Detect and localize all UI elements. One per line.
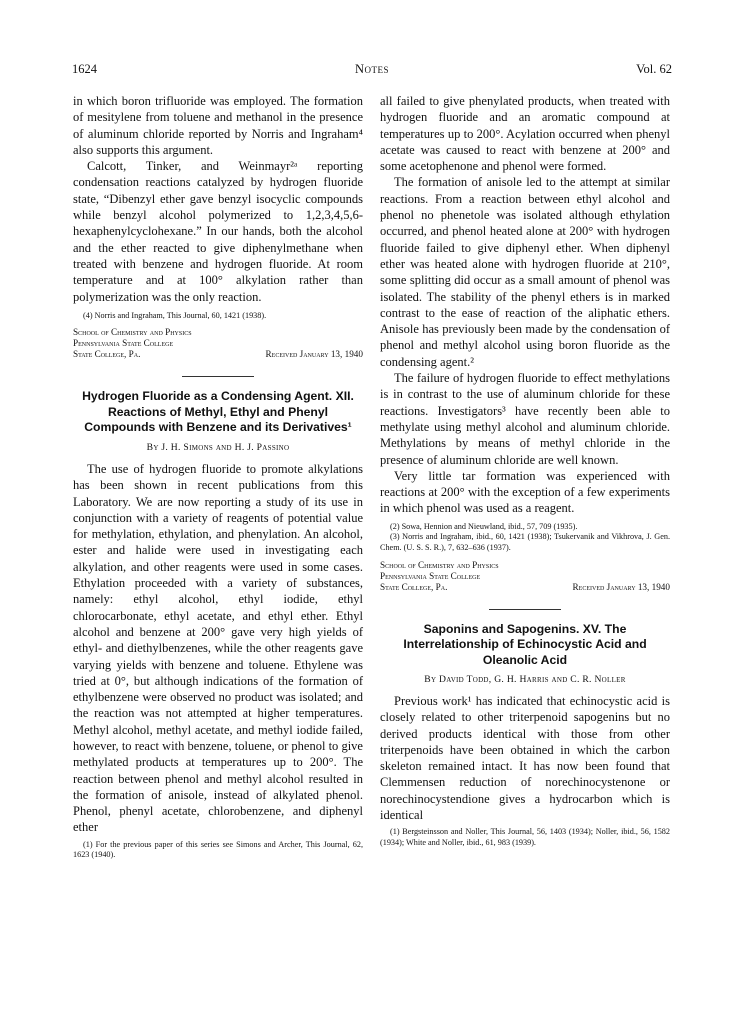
affiliation-place: State College, Pa. — [73, 349, 141, 360]
affiliation-line: School of Chemistry and Physics — [380, 559, 499, 570]
affiliation-received-row — [73, 349, 363, 360]
received-date: Received January 13, 1940 — [265, 349, 363, 360]
author-byline: By David Todd, G. H. Harris and C. R. Noller — [424, 674, 626, 685]
page-number: 1624 — [72, 62, 97, 76]
paragraph: all failed to give phenylated products, when treated with hydrogen fluoride and an aromatic compound at temperatures up to 200°. Acylation occurred when phenyl acetate was caused to react with benzene at 200° and some acetophenone and phenol were formed. — [380, 94, 670, 174]
paragraph: Very little tar formation was experienced with reactions at 200° with the exception of a few experiments in which phenol was used as a reagent. — [380, 468, 670, 516]
volume-label: Vol. 62 — [636, 62, 672, 76]
author-byline: By J. H. Simons and H. J. Passino — [146, 441, 290, 453]
paragraph: The formation of anisole led to the attempt at similar reactions. From a reaction between ethyl alcohol and phenol no phenetole was isolated although ethylation occurred, and phenol heated alone at 200° with hydrogen fluoride failed to give diphenyl ether. When diphenyl ether was heated alone with hydrogen fluoride at 210°, some splitting did occur as a small amount of phenol was isolated. The stability of the phenyl ethers is in marked contrast to the ease of reaction of the aliphatic ethers. Anisole has previously been made by the condensation of phenol and methyl alcohol using boron fluoride as the condensing agent.² — [380, 175, 670, 369]
footnote: (3) Norris and Ingraham, ibid., 60, 1421 (1938); Tsukervanik and Vikhrova, J. Gen. Chem. (U. S. S. R.), 7, 632–636 (1937). — [380, 532, 670, 552]
affiliation-line: Pennsylvania State College — [380, 570, 481, 581]
paragraph: Calcott, Tinker, and Weinmayr²ᵃ reporting condensation reactions catalyzed by hydrogen fluoride state, “Dibenzyl ether gave benzyl isocyclic compounds while benzyl alcohol polymerized to 1,2,3,4,5,6-hexaphenylcyclohexane.” In our hands, both the alcohol and the ether reacted to give diphenylmethane when treated with benzene and hydrogen fluoride. At room temperature and at 100° alkylation rather than polymerization was the only reaction. — [73, 159, 363, 304]
article-title: Saponins and Sapogenins. XV. The Interrelationship of Echinocystic Acid and Oleanolic Acid — [403, 621, 647, 667]
article-title: Hydrogen Fluoride as a Condensing Agent. XII. Reactions of Methyl, Ethyl and Phenyl Compounds with Benzene and its Derivatives¹ — [82, 389, 354, 435]
affiliation-line: School of Chemistry and Physics — [73, 327, 192, 338]
right-column — [380, 93, 670, 849]
left-column — [73, 93, 363, 861]
affiliation-received-row — [380, 582, 670, 593]
footnote: (2) Sowa, Hennion and Nieuwland, ibid., 57, 709 (1935). — [390, 521, 578, 531]
paragraph: Previous work¹ has indicated that echinocystic acid is closely related to other triterpenoid sapogenins but no derived products identical with those from other triterpenoids have been obtained in which the carbon skeleton remained intact. It has now been found that Clemmensen reduction of norechinocystenone or norechinocystendione gives a hydrocarbon which is identical — [380, 694, 670, 823]
footnote: (4) Norris and Ingraham, This Journal, 60, 1421 (1938). — [83, 310, 267, 320]
paragraph: in which boron trifluoride was employed. The formation of mesitylene from toluene and methanol in the presence of aluminum chloride reported by Norris and Ingraham⁴ also supports this argument. — [73, 94, 363, 157]
paragraph: The failure of hydrogen fluoride to effect methylations is in contrast to the use of aluminum chloride for these reactions. Investigators³ have recently been able to methylate using methyl alcohol and aluminum chloride. Methylations by means of methyl chloride in the presence of aluminum chloride are well known. — [380, 371, 670, 467]
section-title: Notes — [354, 62, 390, 76]
received-date: Received January 13, 1940 — [572, 581, 670, 592]
footnote: (1) Bergsteinsson and Noller, This Journal, 56, 1403 (1934); Noller, ibid., 56, 1582 (1934); White and Noller, ibid., 61, 983 (1939). — [380, 827, 670, 847]
affiliation-line: Pennsylvania State College — [73, 338, 174, 349]
affiliation-place: State College, Pa. — [380, 581, 448, 592]
running-header — [72, 62, 672, 80]
footnote: (1) For the previous paper of this series see Simons and Archer, This Journal, 62, 1623 (1940). — [73, 839, 363, 860]
paragraph: The use of hydrogen fluoride to promote alkylations has been shown in recent publications from this Laboratory. We are now reporting a study of its use in conjunction with a variety of reagents of potential value for methylation, ethylation, and phenylation. An alcohol, ester and halide were used in investigating each alkylation, and other reagents were used in some cases. Ethylation proceeded with a variety of substances, namely: ethyl alcohol, ethyl iodide, ethyl chlorocarbonate, ethyl acetate, and ethyl ether. Ethyl alcohol and benzene at 200° gave very high yields of ethyl- and diethylbenzenes, while the other reagents gave varying yields with benzene and toluene. Ethylene was tried at 0°, but although indications of the formation of ethylbenzene were observed no product was isolated; and the reaction was not attempted at higher temperatures. Methyl alcohol, methyl acetate, and methyl iodide failed, however, to react with benzene, toluene, or phenol to give methylated products at temperatures up to 200°. The reaction between phenol and methyl alcohol resulted in the formation of anisole, instead of alkylated phenol. Phenol, phenyl acetate, chlorobenzene, and diphenyl ether — [73, 461, 363, 835]
